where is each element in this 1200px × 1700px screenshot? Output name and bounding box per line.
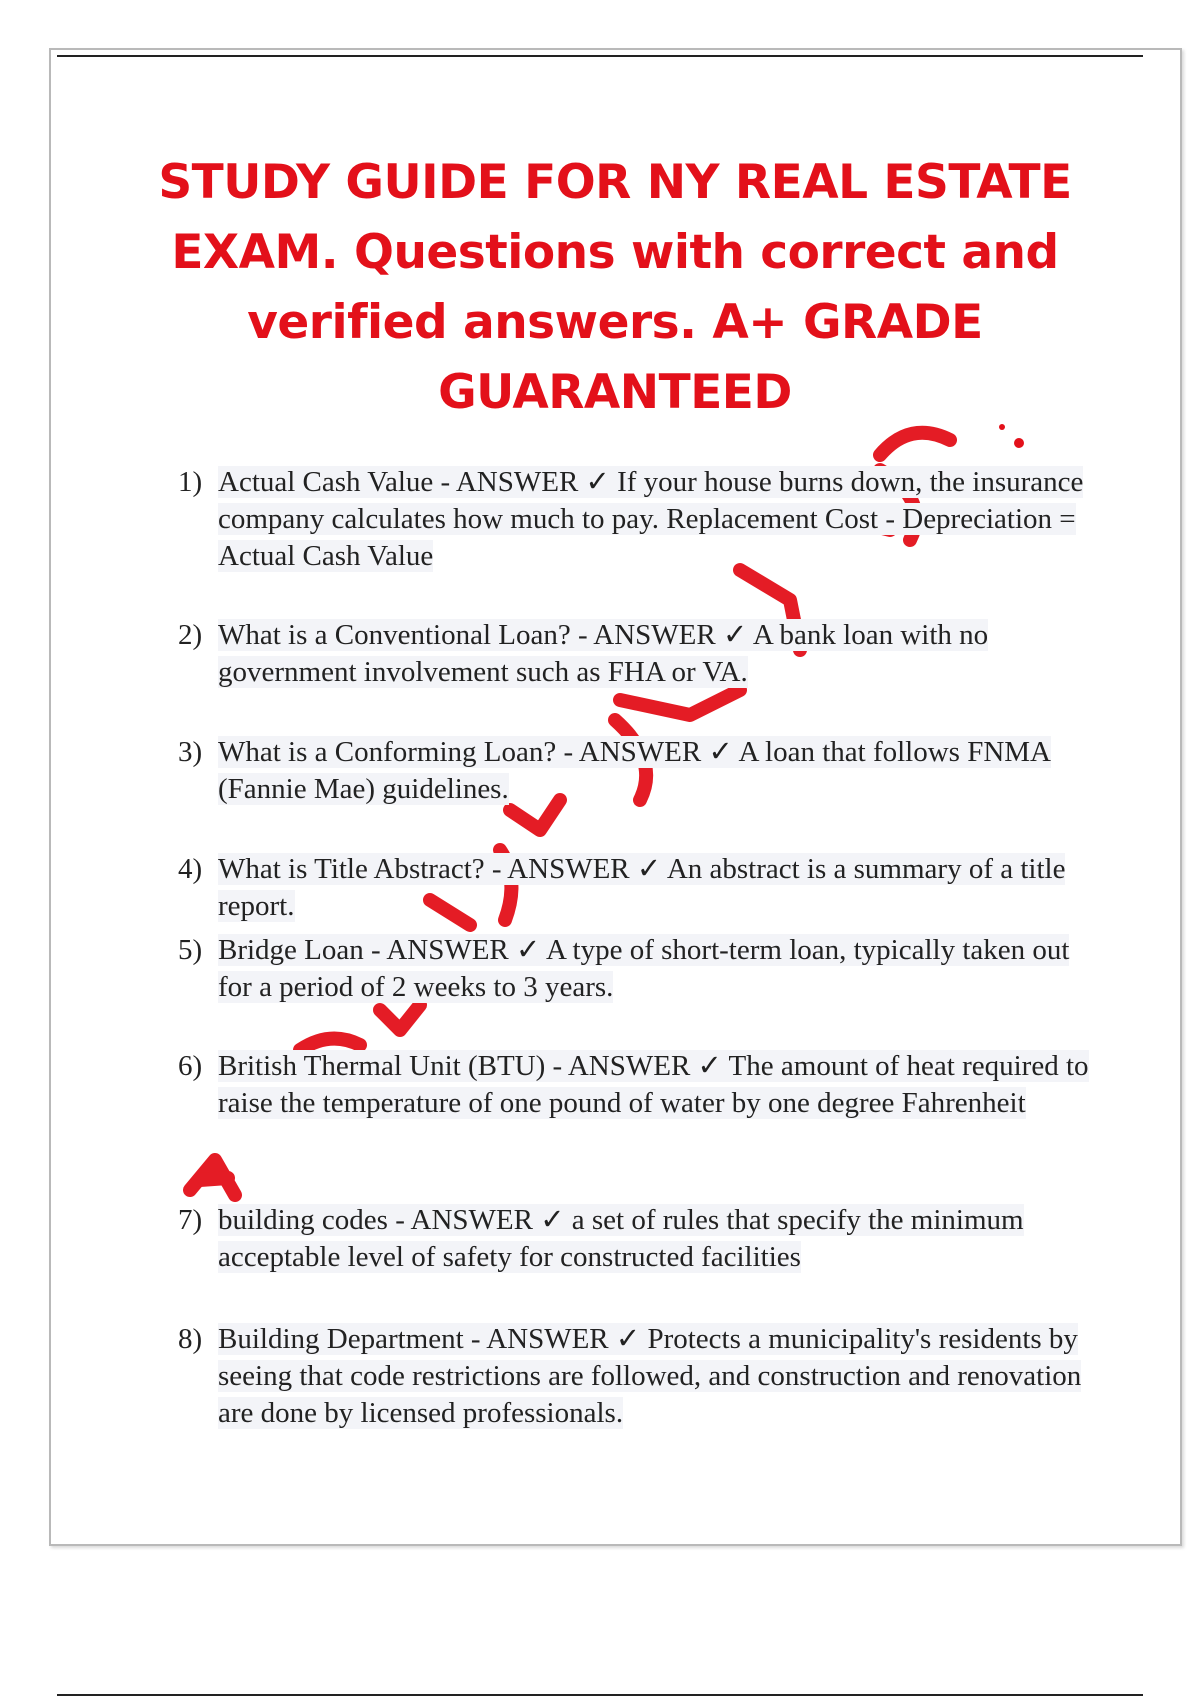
list-item	[178, 851, 1098, 925]
document-title: STUDY GUIDE FOR NY REAL ESTATE EXAM. Questions with correct and verified answers. A+ GRADE GUARANTEED	[158, 155, 1072, 420]
list-item	[178, 1321, 1098, 1432]
top-rule	[57, 55, 1143, 57]
item-text: Building Department - ANSWER ✓ Protects a municipality's residents by seeing that code restrictions are followed, and construction and renovation are done by licensed professionals.	[218, 1323, 1082, 1429]
item-text: Actual Cash Value - ANSWER ✓ If your house burns down, the insurance company calculates how much to pay. Replacement Cost - Depreciation = Actual Cash Value	[218, 466, 1084, 572]
item-text: British Thermal Unit (BTU) - ANSWER ✓ The amount of heat required to raise the temperature of one pound of water by one degree Fahrenheit	[218, 1050, 1089, 1119]
item-number: 8)	[178, 1323, 203, 1355]
list-item	[178, 734, 1098, 808]
item-number: 1)	[178, 466, 203, 498]
item-number: 2)	[178, 619, 203, 651]
item-text: What is a Conforming Loan? - ANSWER ✓ A loan that follows FNMA (Fannie Mae) guidelines.	[218, 736, 1051, 805]
list-item	[178, 464, 1098, 575]
list-item	[178, 1202, 1098, 1276]
item-number: 3)	[178, 736, 203, 768]
list-item	[178, 617, 1098, 691]
item-text: What is Title Abstract? - ANSWER ✓ An abstract is a summary of a title report.	[218, 853, 1066, 922]
item-number: 5)	[178, 934, 203, 966]
list-item	[178, 1048, 1098, 1122]
bottom-rule	[57, 1694, 1143, 1696]
item-text: What is a Conventional Loan? - ANSWER ✓ A bank loan with no government involvement such as FHA or VA.	[218, 619, 989, 688]
item-text: building codes - ANSWER ✓ a set of rules that specify the minimum acceptable level of safety for constructed facilities	[218, 1204, 1024, 1273]
item-number: 4)	[178, 853, 203, 885]
list-item	[178, 932, 1098, 1006]
item-number: 6)	[178, 1050, 203, 1082]
item-number: 7)	[178, 1204, 203, 1236]
item-text: Bridge Loan - ANSWER ✓ A type of short-term loan, typically taken out for a period of 2 weeks to 3 years.	[218, 934, 1070, 1003]
